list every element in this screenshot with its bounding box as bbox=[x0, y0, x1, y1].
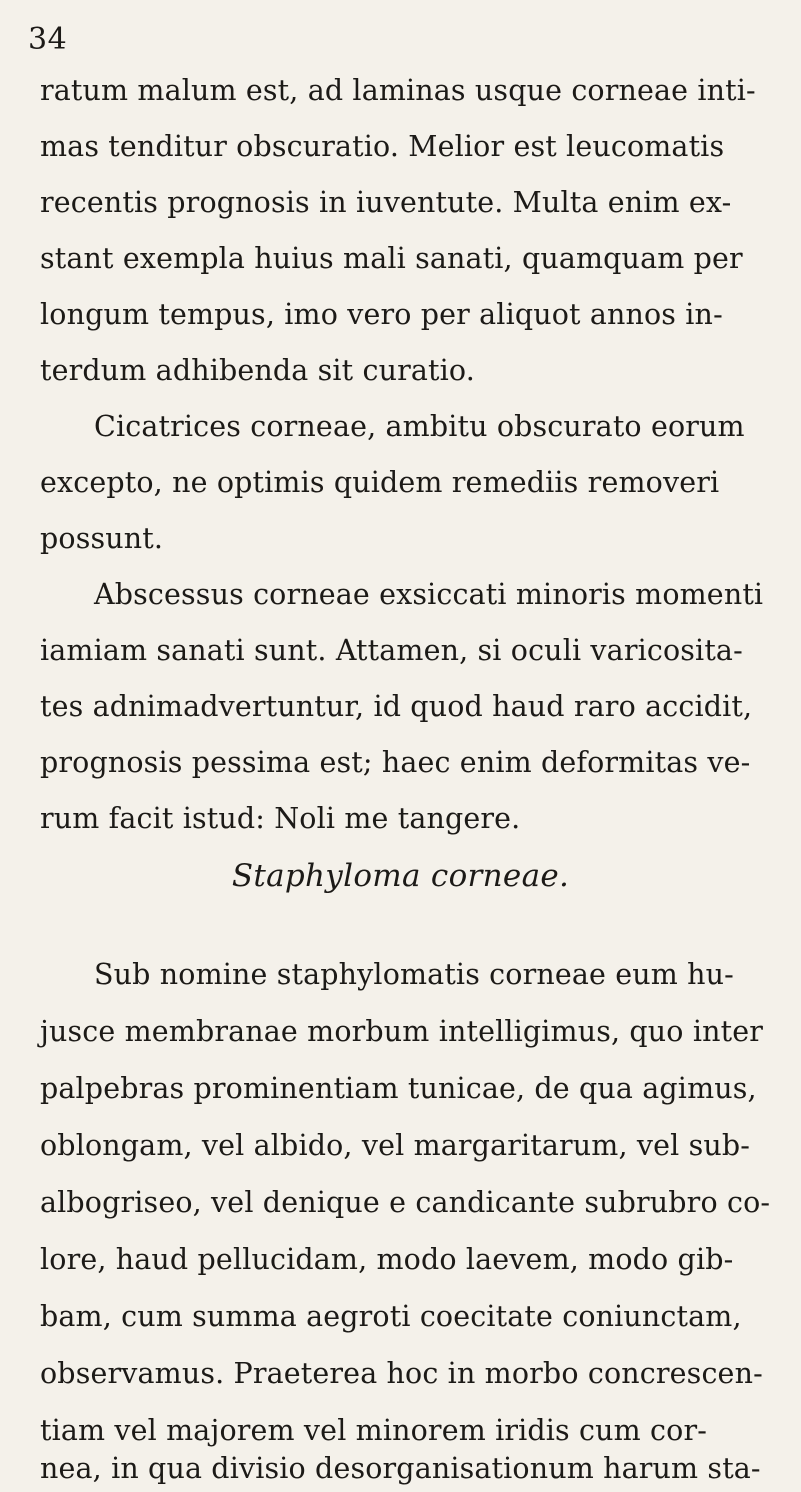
text-line: iamiam sanati sunt. Attamen, si oculi varicosita- bbox=[40, 634, 743, 667]
text-line: terdum adhibenda sit curatio. bbox=[40, 354, 475, 387]
text-line: albogriseo, vel denique e candicante subrubro co- bbox=[40, 1186, 771, 1219]
text-line: possunt. bbox=[40, 522, 164, 555]
text-line: palpebras prominentiam tunicae, de qua agimus, bbox=[40, 1072, 757, 1105]
text-line: longum tempus, imo vero per aliquot annos in- bbox=[40, 298, 723, 331]
text-line: nea, in qua divisio desorganisationum harum sta- bbox=[40, 1452, 761, 1485]
text-line: ratum malum est, ad laminas usque corneae inti- bbox=[40, 74, 756, 107]
text-line: Abscessus corneae exsiccati minoris momenti bbox=[94, 578, 764, 611]
text-line: Cicatrices corneae, ambitu obscurato eorum bbox=[94, 410, 745, 443]
text-line: rum facit istud: Noli me tangere. bbox=[40, 802, 521, 835]
text-line: tes adnimadvertuntur, id quod haud raro accidit, bbox=[40, 690, 753, 723]
text-line: recentis prognosis in iuventute. Multa enim ex- bbox=[40, 186, 732, 219]
text-line: stant exempla huius mali sanati, quamquam per bbox=[40, 242, 743, 275]
text-line: lore, haud pellucidam, modo laevem, modo gib- bbox=[40, 1243, 734, 1276]
text-line: jusce membranae morbum intelligimus, quo inter bbox=[40, 1015, 763, 1048]
text-line: mas tenditur obscuratio. Melior est leucomatis bbox=[40, 130, 725, 163]
text-line: Sub nomine staphylomatis corneae eum hu- bbox=[94, 958, 734, 991]
text-line: excepto, ne optimis quidem remediis removeri bbox=[40, 466, 720, 499]
page-number: 34 bbox=[28, 22, 68, 57]
text-line: tiam vel majorem vel minorem iridis cum cor- bbox=[40, 1414, 708, 1447]
text-line: oblongam, vel albido, vel margaritarum, vel sub- bbox=[40, 1129, 751, 1162]
text-line: observamus. Praeterea hoc in morbo concrescen- bbox=[40, 1357, 763, 1390]
text-line: bam, cum summa aegroti coecitate coniunctam, bbox=[40, 1300, 742, 1333]
section-heading: Staphyloma corneae. bbox=[231, 858, 570, 894]
text-line: prognosis pessima est; haec enim deformitas ve- bbox=[40, 746, 751, 779]
